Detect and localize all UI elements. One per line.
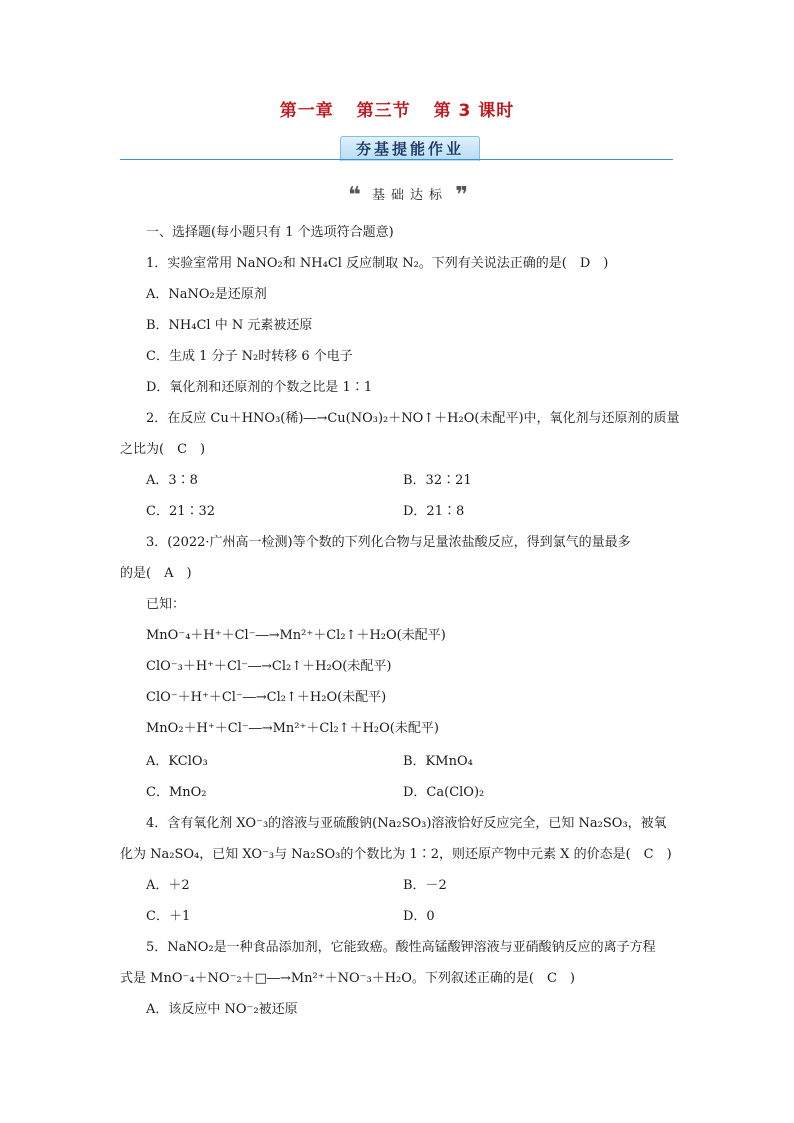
q4-option-b: B．－2 [403, 878, 447, 893]
close-quote-icon: ❞ [455, 183, 474, 208]
chapter-label: 第一章 [279, 101, 334, 121]
q2-stem-line2: 之比为( C ) [120, 442, 206, 457]
part-heading: 一、选择题(每小题只有 1 个选项符合题意) [146, 225, 394, 240]
subheading [348, 183, 474, 208]
q3-equation-3: ClO⁻＋H⁺＋Cl⁻―→Cl₂↑＋H₂O(未配平) [146, 690, 387, 705]
homework-banner: 夯基提能作业 [340, 136, 480, 161]
lesson-label: 第 3 课时 [433, 101, 515, 121]
q3-stem-line2: 的是( A ) [120, 566, 192, 581]
subheading-text: 基础达标 [371, 188, 448, 203]
q5-stem-line2: 式是 MnO⁻₄＋NO⁻₂＋□―→Mn²⁺＋NO⁻₃＋H₂O。下列叙述正确的是( C ) [120, 971, 575, 986]
q3-equation-4: MnO₂＋H⁺＋Cl⁻―→Mn²⁺＋Cl₂↑＋H₂O(未配平) [146, 721, 439, 736]
q4-option-a: A．＋2 [146, 878, 190, 893]
q1-option-d: D．氧化剂和还原剂的个数之比是 1∶1 [146, 380, 373, 395]
q1-option-a: A．NaNO₂是还原剂 [146, 287, 267, 302]
page-title [0, 96, 794, 121]
q2-option-d: D．21∶8 [403, 504, 465, 519]
q3-equation-1: MnO⁻₄＋H⁺＋Cl⁻―→Mn²⁺＋Cl₂↑＋H₂O(未配平) [146, 628, 446, 643]
q5-option-a: A．该反应中 NO⁻₂被还原 [146, 1002, 298, 1017]
q2-option-b: B．32∶21 [403, 473, 472, 488]
q1-option-b: B．NH₄Cl 中 N 元素被还原 [146, 318, 313, 333]
q3-option-b: B．KMnO₄ [403, 754, 473, 769]
q2-stem-line1: 2．在反应 Cu＋HNO₃(稀)―→Cu(NO₃)₂＋NO↑＋H₂O(未配平)中，氧化剂与还原剂的质量 [146, 411, 680, 426]
q2-option-a: A．3∶8 [146, 473, 198, 488]
q4-stem-line1: 4．含有氧化剂 XO⁻₃的溶液与亚硫酸钠(Na₂SO₃)溶液恰好反应完全，已知 Na₂SO₃，被氧 [146, 816, 667, 831]
q4-option-c: C．＋1 [146, 909, 191, 924]
q5-stem-line1: 5．NaNO₂是一种食品添加剂，它能致癌。酸性高锰酸钾溶液与亚硝酸钠反应的离子方程 [146, 940, 656, 955]
q3-equation-2: ClO⁻₃＋H⁺＋Cl⁻―→Cl₂↑＋H₂O(未配平) [146, 659, 392, 674]
q3-known: 已知： [146, 597, 186, 612]
q3-option-c: C．MnO₂ [146, 785, 207, 800]
header-divider [120, 159, 673, 160]
q1-stem: 1．实验室常用 NaNO₂和 NH₄Cl 反应制取 N₂。下列有关说法正确的是( D ) [146, 256, 609, 271]
open-quote-icon: ❝ [348, 183, 367, 208]
q3-option-a: A．KClO₃ [146, 754, 208, 769]
q4-stem-line2: 化为 Na₂SO₄，已知 XO⁻₃与 Na₂SO₃的个数比为 1∶2，则还原产物中元素 X 的价态是( C ) [120, 847, 672, 862]
q2-option-c: C．21∶32 [146, 504, 216, 519]
q3-stem-line1: 3．(2022·广州高一检测)等个数的下列化合物与足量浓盐酸反应，得到氯气的量最多 [146, 535, 631, 550]
q4-option-d: D．0 [403, 909, 435, 924]
q3-option-d: D．Ca(ClO)₂ [403, 785, 485, 800]
q1-option-c: C．生成 1 分子 N₂时转移 6 个电子 [146, 349, 353, 364]
section-label: 第三节 [356, 101, 411, 121]
